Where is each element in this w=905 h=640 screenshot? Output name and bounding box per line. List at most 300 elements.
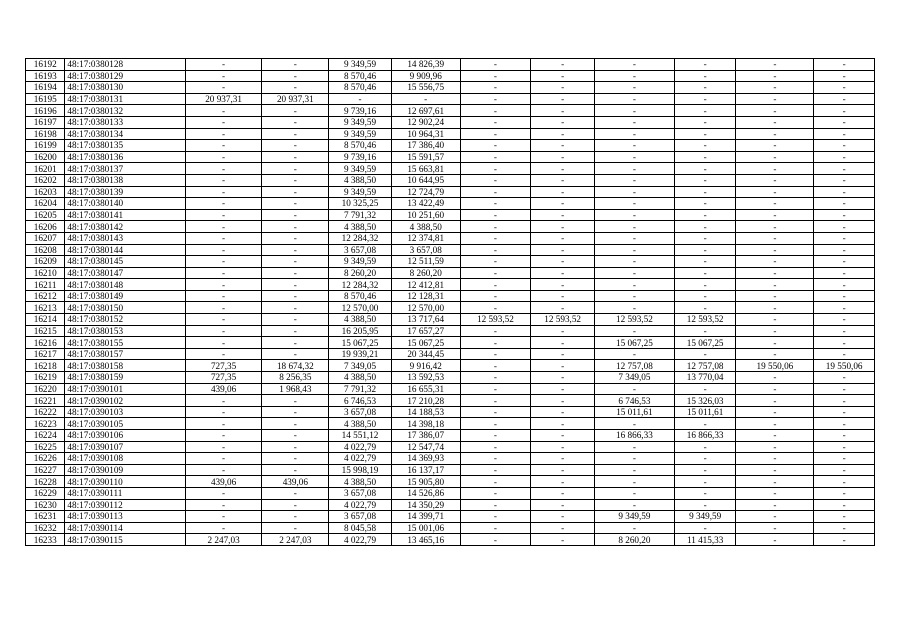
cadastral-number-cell: 48:17:0380155 bbox=[65, 337, 185, 349]
table-row bbox=[26, 372, 875, 384]
value-cell: - bbox=[674, 464, 736, 476]
row-number-cell: 16199 bbox=[26, 140, 65, 152]
row-number-cell: 16209 bbox=[26, 256, 65, 268]
value-cell: 15 011,61 bbox=[594, 406, 674, 418]
value-cell: - bbox=[594, 174, 674, 186]
value-cell: - bbox=[814, 441, 875, 453]
value-cell: - bbox=[531, 59, 595, 71]
table-row bbox=[26, 70, 875, 82]
value-cell: 15 067,25 bbox=[594, 337, 674, 349]
row-number-cell: 16213 bbox=[26, 302, 65, 314]
value-cell: - bbox=[185, 198, 262, 210]
value-cell: 8 260,20 bbox=[391, 267, 460, 279]
table-row bbox=[26, 290, 875, 302]
value-cell: - bbox=[531, 348, 595, 360]
value-cell: - bbox=[736, 395, 814, 407]
value-cell: 9 916,42 bbox=[391, 360, 460, 372]
value-cell: 15 067,25 bbox=[391, 337, 460, 349]
cadastral-number-cell: 48:17:0390109 bbox=[65, 464, 185, 476]
row-number-cell: 16226 bbox=[26, 453, 65, 465]
value-cell: 12 374,81 bbox=[391, 232, 460, 244]
value-cell: - bbox=[594, 302, 674, 314]
value-cell: 7 791,32 bbox=[329, 383, 392, 395]
value-cell: - bbox=[185, 209, 262, 221]
value-cell: 13 592,53 bbox=[391, 372, 460, 384]
value-cell: - bbox=[185, 348, 262, 360]
value-cell: - bbox=[594, 487, 674, 499]
value-cell: - bbox=[814, 348, 875, 360]
value-cell: - bbox=[262, 198, 329, 210]
value-cell: - bbox=[531, 383, 595, 395]
cadastral-number-cell: 48:17:0380134 bbox=[65, 128, 185, 140]
value-cell: - bbox=[460, 418, 531, 430]
table-row bbox=[26, 186, 875, 198]
value-cell: - bbox=[460, 360, 531, 372]
row-number-cell: 16219 bbox=[26, 372, 65, 384]
value-cell: - bbox=[460, 487, 531, 499]
value-cell: 16 137,17 bbox=[391, 464, 460, 476]
value-cell: 12 284,32 bbox=[329, 232, 392, 244]
value-cell: 9 349,59 bbox=[329, 256, 392, 268]
cadastral-number-cell: 48:17:0390115 bbox=[65, 534, 185, 546]
value-cell: - bbox=[736, 82, 814, 94]
value-cell: - bbox=[814, 418, 875, 430]
table-row bbox=[26, 267, 875, 279]
value-cell: - bbox=[736, 198, 814, 210]
value-cell: - bbox=[262, 256, 329, 268]
value-cell: - bbox=[185, 395, 262, 407]
value-cell: - bbox=[736, 441, 814, 453]
row-number-cell: 16195 bbox=[26, 93, 65, 105]
value-cell: - bbox=[262, 464, 329, 476]
row-number-cell: 16223 bbox=[26, 418, 65, 430]
row-number-cell: 16198 bbox=[26, 128, 65, 140]
value-cell: - bbox=[594, 232, 674, 244]
value-cell: 9 739,16 bbox=[329, 105, 392, 117]
value-cell: 12 902,24 bbox=[391, 116, 460, 128]
value-cell: - bbox=[736, 116, 814, 128]
value-cell: - bbox=[262, 487, 329, 499]
row-number-cell: 16202 bbox=[26, 174, 65, 186]
value-cell: - bbox=[674, 290, 736, 302]
value-cell: 13 770,04 bbox=[674, 372, 736, 384]
row-number-cell: 16227 bbox=[26, 464, 65, 476]
value-cell: - bbox=[814, 406, 875, 418]
value-cell: - bbox=[814, 198, 875, 210]
value-cell: 7 791,32 bbox=[329, 209, 392, 221]
value-cell: - bbox=[531, 499, 595, 511]
table-row bbox=[26, 244, 875, 256]
value-cell: 11 415,33 bbox=[674, 534, 736, 546]
table-row bbox=[26, 93, 875, 105]
table-row bbox=[26, 511, 875, 523]
value-cell: 727,35 bbox=[185, 360, 262, 372]
cadastral-number-cell: 48:17:0380135 bbox=[65, 140, 185, 152]
value-cell: 4 388,50 bbox=[329, 174, 392, 186]
value-cell: - bbox=[674, 279, 736, 291]
value-cell: 15 326,03 bbox=[674, 395, 736, 407]
cadastral-number-cell: 48:17:0390110 bbox=[65, 476, 185, 488]
row-number-cell: 16197 bbox=[26, 116, 65, 128]
value-cell: - bbox=[262, 290, 329, 302]
value-cell: - bbox=[185, 174, 262, 186]
value-cell: - bbox=[594, 325, 674, 337]
value-cell: - bbox=[736, 314, 814, 326]
value-cell: - bbox=[460, 337, 531, 349]
value-cell: - bbox=[594, 476, 674, 488]
row-number-cell: 16192 bbox=[26, 59, 65, 71]
value-cell: 3 657,08 bbox=[329, 244, 392, 256]
row-number-cell: 16220 bbox=[26, 383, 65, 395]
value-cell: - bbox=[531, 522, 595, 534]
value-cell: - bbox=[814, 464, 875, 476]
row-number-cell: 16196 bbox=[26, 105, 65, 117]
value-cell: - bbox=[531, 372, 595, 384]
row-number-cell: 16201 bbox=[26, 163, 65, 175]
value-cell: - bbox=[594, 105, 674, 117]
table-row bbox=[26, 360, 875, 372]
table-body bbox=[26, 59, 875, 546]
value-cell: - bbox=[185, 82, 262, 94]
cadastral-number-cell: 48:17:0380157 bbox=[65, 348, 185, 360]
value-cell: - bbox=[814, 290, 875, 302]
value-cell: - bbox=[594, 128, 674, 140]
value-cell: - bbox=[736, 93, 814, 105]
value-cell: 12 697,61 bbox=[391, 105, 460, 117]
value-cell: - bbox=[262, 430, 329, 442]
value-cell: - bbox=[674, 174, 736, 186]
value-cell: - bbox=[814, 59, 875, 71]
cadastral-number-cell: 48:17:0390105 bbox=[65, 418, 185, 430]
value-cell: - bbox=[460, 151, 531, 163]
value-cell: 8 260,20 bbox=[594, 534, 674, 546]
value-cell: 14 399,71 bbox=[391, 511, 460, 523]
value-cell: - bbox=[674, 70, 736, 82]
table-row bbox=[26, 279, 875, 291]
value-cell: - bbox=[674, 221, 736, 233]
cadastral-number-cell: 48:17:0380139 bbox=[65, 186, 185, 198]
value-cell: - bbox=[185, 464, 262, 476]
value-cell: - bbox=[262, 453, 329, 465]
value-cell: - bbox=[674, 453, 736, 465]
value-cell: - bbox=[594, 418, 674, 430]
value-cell: - bbox=[185, 418, 262, 430]
row-number-cell: 16216 bbox=[26, 337, 65, 349]
value-cell: 15 905,80 bbox=[391, 476, 460, 488]
value-cell: - bbox=[674, 348, 736, 360]
value-cell: 10 325,25 bbox=[329, 198, 392, 210]
value-cell: - bbox=[531, 105, 595, 117]
value-cell: - bbox=[262, 302, 329, 314]
cadastral-number-cell: 48:17:0380149 bbox=[65, 290, 185, 302]
row-number-cell: 16206 bbox=[26, 221, 65, 233]
table-row bbox=[26, 430, 875, 442]
value-cell: - bbox=[594, 70, 674, 82]
value-cell: 17 386,40 bbox=[391, 140, 460, 152]
value-cell: - bbox=[736, 464, 814, 476]
value-cell: 14 369,93 bbox=[391, 453, 460, 465]
value-cell: - bbox=[594, 290, 674, 302]
value-cell: - bbox=[262, 244, 329, 256]
value-cell: 8 570,46 bbox=[329, 140, 392, 152]
value-cell: 9 909,96 bbox=[391, 70, 460, 82]
cadastral-number-cell: 48:17:0380136 bbox=[65, 151, 185, 163]
value-cell: - bbox=[674, 163, 736, 175]
row-number-cell: 16210 bbox=[26, 267, 65, 279]
value-cell: 16 866,33 bbox=[594, 430, 674, 442]
value-cell: - bbox=[814, 267, 875, 279]
value-cell: - bbox=[736, 511, 814, 523]
value-cell: - bbox=[736, 406, 814, 418]
value-cell: - bbox=[185, 499, 262, 511]
value-cell: - bbox=[460, 116, 531, 128]
value-cell: 13 717,64 bbox=[391, 314, 460, 326]
value-cell: 9 349,59 bbox=[329, 128, 392, 140]
value-cell: - bbox=[531, 325, 595, 337]
value-cell: - bbox=[185, 59, 262, 71]
table-row bbox=[26, 418, 875, 430]
value-cell: - bbox=[460, 499, 531, 511]
row-number-cell: 16230 bbox=[26, 499, 65, 511]
value-cell: - bbox=[185, 151, 262, 163]
table-row bbox=[26, 221, 875, 233]
value-cell: - bbox=[814, 372, 875, 384]
value-cell: - bbox=[674, 151, 736, 163]
value-cell: - bbox=[736, 128, 814, 140]
cadastral-number-cell: 48:17:0390111 bbox=[65, 487, 185, 499]
value-cell: - bbox=[460, 174, 531, 186]
table-row bbox=[26, 151, 875, 163]
value-cell: - bbox=[460, 163, 531, 175]
value-cell: - bbox=[674, 441, 736, 453]
value-cell: - bbox=[262, 128, 329, 140]
value-cell: 20 937,31 bbox=[262, 93, 329, 105]
cadastral-number-cell: 48:17:0380145 bbox=[65, 256, 185, 268]
table-row bbox=[26, 395, 875, 407]
value-cell: - bbox=[814, 232, 875, 244]
value-cell: - bbox=[185, 70, 262, 82]
value-cell: - bbox=[674, 256, 736, 268]
table-row bbox=[26, 128, 875, 140]
value-cell: - bbox=[262, 499, 329, 511]
value-cell: - bbox=[674, 418, 736, 430]
value-cell: 8 260,20 bbox=[329, 267, 392, 279]
value-cell: 12 570,00 bbox=[391, 302, 460, 314]
value-cell: 17 210,28 bbox=[391, 395, 460, 407]
value-cell: - bbox=[736, 487, 814, 499]
value-cell: - bbox=[185, 128, 262, 140]
table-row bbox=[26, 174, 875, 186]
value-cell: - bbox=[185, 337, 262, 349]
value-cell: - bbox=[460, 244, 531, 256]
value-cell: - bbox=[262, 232, 329, 244]
table-row bbox=[26, 534, 875, 546]
value-cell: 8 570,46 bbox=[329, 290, 392, 302]
value-cell: 4 388,50 bbox=[329, 372, 392, 384]
cadastral-number-cell: 48:17:0380128 bbox=[65, 59, 185, 71]
value-cell: 12 724,79 bbox=[391, 186, 460, 198]
value-cell: - bbox=[736, 290, 814, 302]
cadastral-number-cell: 48:17:0390106 bbox=[65, 430, 185, 442]
table-row bbox=[26, 406, 875, 418]
value-cell: 10 964,31 bbox=[391, 128, 460, 140]
value-cell: - bbox=[262, 163, 329, 175]
cadastral-number-cell: 48:17:0380141 bbox=[65, 209, 185, 221]
value-cell: - bbox=[329, 93, 392, 105]
value-cell: 9 349,59 bbox=[594, 511, 674, 523]
value-cell: - bbox=[594, 163, 674, 175]
value-cell: 4 388,50 bbox=[329, 221, 392, 233]
value-cell: 2 247,03 bbox=[262, 534, 329, 546]
row-number-cell: 16233 bbox=[26, 534, 65, 546]
value-cell: 4 388,50 bbox=[329, 314, 392, 326]
value-cell: - bbox=[531, 221, 595, 233]
row-number-cell: 16225 bbox=[26, 441, 65, 453]
value-cell: - bbox=[594, 244, 674, 256]
value-cell: 17 386,07 bbox=[391, 430, 460, 442]
cadastral-value-table bbox=[25, 58, 875, 546]
value-cell: - bbox=[736, 279, 814, 291]
value-cell: - bbox=[185, 302, 262, 314]
value-cell: - bbox=[531, 464, 595, 476]
value-cell: 6 746,53 bbox=[329, 395, 392, 407]
value-cell: - bbox=[262, 140, 329, 152]
value-cell: - bbox=[531, 430, 595, 442]
value-cell: 14 526,86 bbox=[391, 487, 460, 499]
cadastral-number-cell: 48:17:0380129 bbox=[65, 70, 185, 82]
cadastral-number-cell: 48:17:0390107 bbox=[65, 441, 185, 453]
row-number-cell: 16217 bbox=[26, 348, 65, 360]
table-row bbox=[26, 59, 875, 71]
value-cell: - bbox=[185, 116, 262, 128]
value-cell: - bbox=[262, 441, 329, 453]
value-cell: - bbox=[531, 406, 595, 418]
value-cell: - bbox=[594, 59, 674, 71]
value-cell: 727,35 bbox=[185, 372, 262, 384]
value-cell: - bbox=[185, 430, 262, 442]
value-cell: - bbox=[594, 383, 674, 395]
value-cell: - bbox=[814, 221, 875, 233]
row-number-cell: 16215 bbox=[26, 325, 65, 337]
row-number-cell: 16208 bbox=[26, 244, 65, 256]
value-cell: - bbox=[736, 59, 814, 71]
cadastral-number-cell: 48:17:0380148 bbox=[65, 279, 185, 291]
value-cell: - bbox=[185, 256, 262, 268]
row-number-cell: 16224 bbox=[26, 430, 65, 442]
value-cell: - bbox=[674, 82, 736, 94]
value-cell: 19 939,21 bbox=[329, 348, 392, 360]
value-cell: - bbox=[185, 186, 262, 198]
table-row bbox=[26, 140, 875, 152]
value-cell: - bbox=[185, 140, 262, 152]
value-cell: - bbox=[814, 476, 875, 488]
value-cell: 2 247,03 bbox=[185, 534, 262, 546]
value-cell: 15 067,25 bbox=[674, 337, 736, 349]
value-cell: - bbox=[531, 511, 595, 523]
cadastral-number-cell: 48:17:0390108 bbox=[65, 453, 185, 465]
value-cell: - bbox=[594, 464, 674, 476]
value-cell: - bbox=[814, 128, 875, 140]
value-cell: - bbox=[736, 453, 814, 465]
value-cell: 7 349,05 bbox=[594, 372, 674, 384]
value-cell: 12 284,32 bbox=[329, 279, 392, 291]
cadastral-number-cell: 48:17:0380150 bbox=[65, 302, 185, 314]
table-row bbox=[26, 453, 875, 465]
value-cell: - bbox=[262, 116, 329, 128]
value-cell: - bbox=[185, 406, 262, 418]
value-cell: - bbox=[814, 325, 875, 337]
cadastral-number-cell: 48:17:0380153 bbox=[65, 325, 185, 337]
value-cell: 4 022,79 bbox=[329, 534, 392, 546]
value-cell: - bbox=[391, 93, 460, 105]
value-cell: - bbox=[531, 140, 595, 152]
cadastral-number-cell: 48:17:0380158 bbox=[65, 360, 185, 372]
value-cell: - bbox=[736, 163, 814, 175]
value-cell: 8 045,58 bbox=[329, 522, 392, 534]
value-cell: 7 349,05 bbox=[329, 360, 392, 372]
cadastral-number-cell: 48:17:0380138 bbox=[65, 174, 185, 186]
value-cell: - bbox=[594, 441, 674, 453]
value-cell: 18 674,32 bbox=[262, 360, 329, 372]
value-cell: - bbox=[460, 198, 531, 210]
value-cell: - bbox=[460, 256, 531, 268]
value-cell: - bbox=[736, 256, 814, 268]
value-cell: - bbox=[460, 232, 531, 244]
value-cell: - bbox=[814, 314, 875, 326]
value-cell: - bbox=[736, 70, 814, 82]
value-cell: - bbox=[674, 186, 736, 198]
value-cell: - bbox=[262, 151, 329, 163]
value-cell: - bbox=[814, 93, 875, 105]
value-cell: - bbox=[674, 116, 736, 128]
value-cell: - bbox=[674, 476, 736, 488]
value-cell: 12 412,81 bbox=[391, 279, 460, 291]
value-cell: - bbox=[594, 93, 674, 105]
value-cell: 14 350,29 bbox=[391, 499, 460, 511]
value-cell: - bbox=[531, 244, 595, 256]
value-cell: 13 422,49 bbox=[391, 198, 460, 210]
value-cell: 20 937,31 bbox=[185, 93, 262, 105]
value-cell: - bbox=[736, 476, 814, 488]
value-cell: 16 655,31 bbox=[391, 383, 460, 395]
value-cell: 3 657,08 bbox=[329, 406, 392, 418]
value-cell: - bbox=[674, 522, 736, 534]
value-cell: - bbox=[531, 256, 595, 268]
value-cell: - bbox=[814, 140, 875, 152]
value-cell: - bbox=[262, 348, 329, 360]
value-cell: - bbox=[185, 522, 262, 534]
value-cell: 15 001,06 bbox=[391, 522, 460, 534]
value-cell: - bbox=[460, 464, 531, 476]
value-cell: - bbox=[736, 430, 814, 442]
value-cell: - bbox=[674, 59, 736, 71]
row-number-cell: 16203 bbox=[26, 186, 65, 198]
value-cell: 15 067,25 bbox=[329, 337, 392, 349]
value-cell: - bbox=[531, 534, 595, 546]
value-cell: 15 663,81 bbox=[391, 163, 460, 175]
cadastral-number-cell: 48:17:0380130 bbox=[65, 82, 185, 94]
value-cell: - bbox=[736, 209, 814, 221]
value-cell: - bbox=[594, 151, 674, 163]
value-cell: - bbox=[460, 105, 531, 117]
value-cell: 10 644,95 bbox=[391, 174, 460, 186]
value-cell: - bbox=[531, 163, 595, 175]
value-cell: - bbox=[460, 348, 531, 360]
row-number-cell: 16211 bbox=[26, 279, 65, 291]
row-number-cell: 16205 bbox=[26, 209, 65, 221]
value-cell: - bbox=[460, 430, 531, 442]
value-cell: - bbox=[531, 395, 595, 407]
